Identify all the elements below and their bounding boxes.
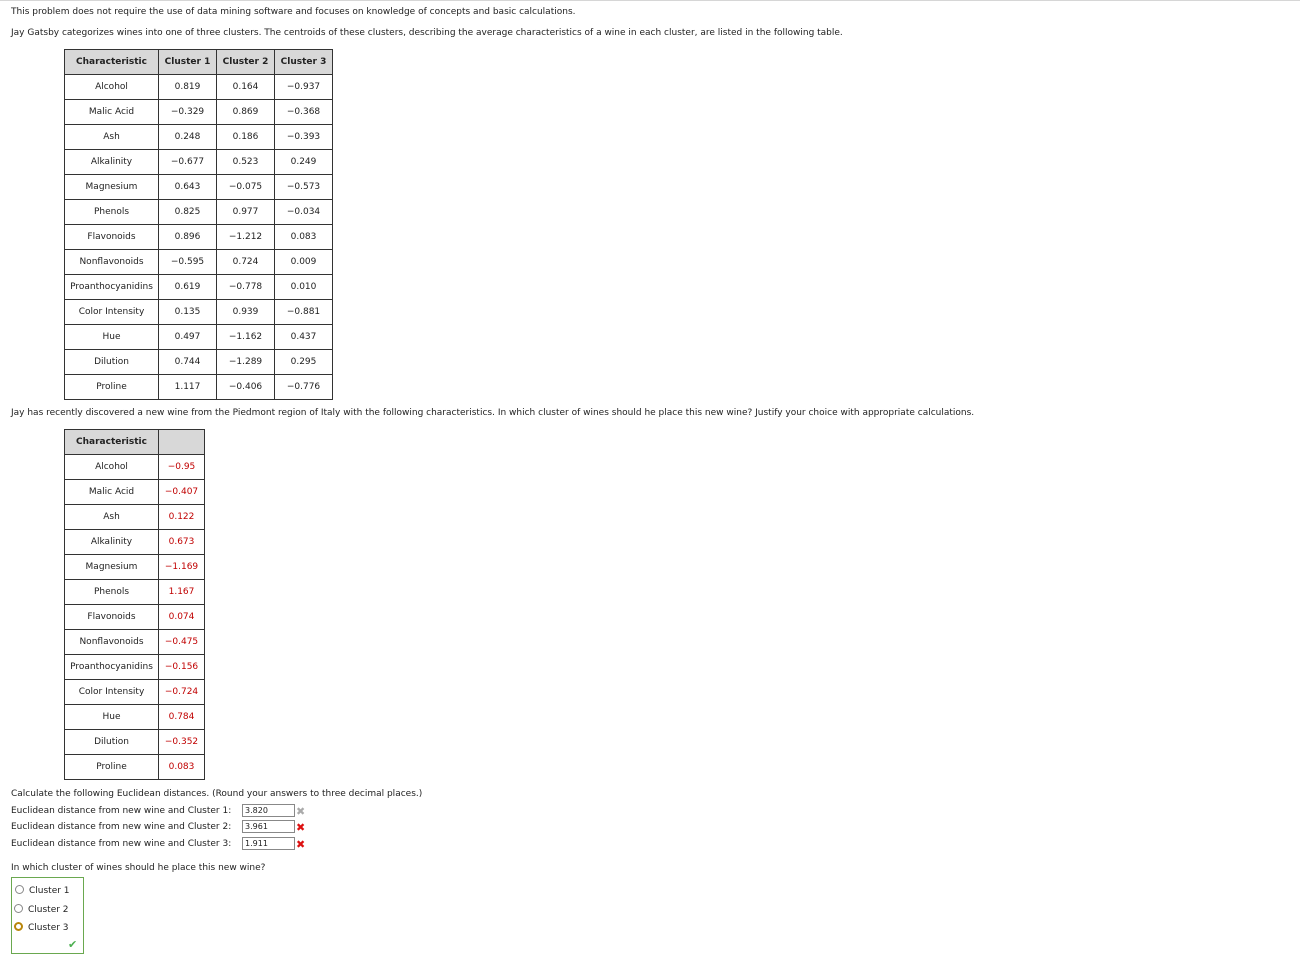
- table-cell: 0.186: [217, 125, 275, 150]
- table-cell: −0.95: [159, 455, 205, 480]
- row-label: Alkalinity: [65, 150, 159, 175]
- option-cluster-1[interactable]: [15, 885, 70, 896]
- table-row: [65, 375, 333, 400]
- row-label: Magnesium: [65, 175, 159, 200]
- table-row: [65, 325, 333, 350]
- table-row: [65, 580, 205, 605]
- table-cell: 0.819: [159, 75, 217, 100]
- table-cell: 0.977: [217, 200, 275, 225]
- table-cell: 0.135: [159, 300, 217, 325]
- cluster-choice-group: [11, 877, 84, 954]
- col-header-characteristic: Characteristic: [65, 50, 159, 75]
- radio-button-selected-icon[interactable]: [14, 922, 23, 931]
- table-cell: 0.010: [275, 275, 333, 300]
- table-row: [65, 350, 333, 375]
- table-cell: 0.249: [275, 150, 333, 175]
- row-label: Proanthocyanidins: [65, 655, 159, 680]
- row-label: Dilution: [65, 730, 159, 755]
- centroid-header-row: [65, 50, 333, 75]
- table-cell: −0.475: [159, 630, 205, 655]
- table-cell: −0.595: [159, 250, 217, 275]
- table-row: [65, 605, 205, 630]
- table-cell: 1.167: [159, 580, 205, 605]
- table-cell: −0.778: [217, 275, 275, 300]
- table-row: [65, 100, 333, 125]
- option-label: Cluster 3: [28, 923, 69, 933]
- radio-button-icon[interactable]: [15, 885, 24, 894]
- table-row: [65, 555, 205, 580]
- table-cell: −0.573: [275, 175, 333, 200]
- table-cell: −0.034: [275, 200, 333, 225]
- col-header-characteristic: Characteristic: [65, 430, 159, 455]
- table-cell: −0.393: [275, 125, 333, 150]
- table-row: [65, 150, 333, 175]
- table-cell: 0.083: [159, 755, 205, 780]
- table-row: [65, 455, 205, 480]
- row-label: Ash: [65, 125, 159, 150]
- centroid-table: [64, 49, 333, 400]
- table-row: [65, 200, 333, 225]
- table-cell: −0.776: [275, 375, 333, 400]
- table-cell: 0.744: [159, 350, 217, 375]
- table-cell: 0.869: [217, 100, 275, 125]
- table-cell: 0.643: [159, 175, 217, 200]
- new-wine-header-row: [65, 430, 205, 455]
- table-cell: 0.825: [159, 200, 217, 225]
- row-label: Proanthocyanidins: [65, 275, 159, 300]
- setup-text: Jay Gatsby categorizes wines into one of three clusters. The centroids of these clusters, describing the average characteristics of a wine in each cluster, are listed in the following table.: [11, 28, 843, 38]
- col-header-cluster-1: Cluster 1: [159, 50, 217, 75]
- table-row: [65, 275, 333, 300]
- table-cell: 0.083: [275, 225, 333, 250]
- table-row: [65, 530, 205, 555]
- option-label: Cluster 2: [28, 905, 69, 915]
- table-cell: 0.437: [275, 325, 333, 350]
- radio-button-icon[interactable]: [14, 904, 23, 913]
- table-cell: 0.164: [217, 75, 275, 100]
- table-row: [65, 655, 205, 680]
- intro-text: This problem does not require the use of data mining software and focuses on knowledge of concepts and basic calculations.: [11, 7, 576, 17]
- row-label: Hue: [65, 705, 159, 730]
- row-label: Alcohol: [65, 75, 159, 100]
- row-label: Dilution: [65, 350, 159, 375]
- row-label: Nonflavonoids: [65, 250, 159, 275]
- table-cell: −0.407: [159, 480, 205, 505]
- table-row: [65, 705, 205, 730]
- table-cell: 0.497: [159, 325, 217, 350]
- distance-label-cluster-2: Euclidean distance from new wine and Cluster 2:: [11, 822, 232, 832]
- distance-input-cluster-1[interactable]: 3.820: [242, 804, 295, 817]
- table-cell: −0.368: [275, 100, 333, 125]
- table-cell: 1.117: [159, 375, 217, 400]
- row-label: Phenols: [65, 580, 159, 605]
- row-label: Color Intensity: [65, 300, 159, 325]
- incorrect-x-icon: ✖: [296, 821, 306, 834]
- row-label: Malic Acid: [65, 480, 159, 505]
- table-cell: −0.156: [159, 655, 205, 680]
- row-label: Nonflavonoids: [65, 630, 159, 655]
- table-cell: −1.289: [217, 350, 275, 375]
- table-row: [65, 630, 205, 655]
- table-row: [65, 75, 333, 100]
- distance-label-cluster-3: Euclidean distance from new wine and Cluster 3:: [11, 839, 232, 849]
- table-cell: 0.784: [159, 705, 205, 730]
- table-cell: −0.075: [217, 175, 275, 200]
- table-cell: 0.619: [159, 275, 217, 300]
- option-cluster-3[interactable]: [14, 922, 69, 933]
- table-cell: 0.896: [159, 225, 217, 250]
- new-wine-table: [64, 429, 205, 780]
- table-cell: −1.162: [217, 325, 275, 350]
- row-label: Proline: [65, 375, 159, 400]
- table-row: [65, 225, 333, 250]
- row-label: Magnesium: [65, 555, 159, 580]
- table-cell: −0.724: [159, 680, 205, 705]
- table-row: [65, 755, 205, 780]
- incorrect-x-icon: ✖: [296, 805, 306, 818]
- option-label: Cluster 1: [29, 886, 70, 896]
- table-cell: 0.939: [217, 300, 275, 325]
- question-text: Jay has recently discovered a new wine from the Piedmont region of Italy with the following characteristics. In which cluster of wines should he place this new wine? Justify your choice with appropriate calculations.: [11, 408, 975, 418]
- table-row: [65, 730, 205, 755]
- col-header-cluster-3: Cluster 3: [275, 50, 333, 75]
- which-cluster-question: In which cluster of wines should he place this new wine?: [11, 863, 266, 873]
- table-cell: 0.724: [217, 250, 275, 275]
- table-cell: −0.329: [159, 100, 217, 125]
- table-row: [65, 250, 333, 275]
- distance-input-cluster-2[interactable]: 3.961: [242, 820, 295, 833]
- row-label: Alcohol: [65, 455, 159, 480]
- col-header-cluster-2: Cluster 2: [217, 50, 275, 75]
- table-cell: −0.352: [159, 730, 205, 755]
- table-cell: 0.295: [275, 350, 333, 375]
- table-row: [65, 505, 205, 530]
- table-cell: −1.212: [217, 225, 275, 250]
- row-label: Hue: [65, 325, 159, 350]
- table-cell: −0.937: [275, 75, 333, 100]
- table-cell: 0.009: [275, 250, 333, 275]
- row-label: Flavonoids: [65, 225, 159, 250]
- table-row: [65, 300, 333, 325]
- incorrect-x-icon: ✖: [296, 838, 306, 851]
- table-row: [65, 175, 333, 200]
- table-cell: 0.523: [217, 150, 275, 175]
- table-cell: −1.169: [159, 555, 205, 580]
- row-label: Flavonoids: [65, 605, 159, 630]
- table-cell: 0.248: [159, 125, 217, 150]
- distance-label-cluster-1: Euclidean distance from new wine and Cluster 1:: [11, 806, 232, 816]
- row-label: Phenols: [65, 200, 159, 225]
- row-label: Proline: [65, 755, 159, 780]
- distance-input-cluster-3[interactable]: 1.911: [242, 837, 295, 850]
- calc-instructions: Calculate the following Euclidean distances. (Round your answers to three decimal places.): [11, 789, 423, 799]
- row-label: Color Intensity: [65, 680, 159, 705]
- row-label: Malic Acid: [65, 100, 159, 125]
- table-cell: 0.673: [159, 530, 205, 555]
- table-row: [65, 125, 333, 150]
- table-cell: −0.677: [159, 150, 217, 175]
- table-cell: −0.406: [217, 375, 275, 400]
- top-divider: [0, 0, 1300, 1]
- row-label: Ash: [65, 505, 159, 530]
- table-row: [65, 480, 205, 505]
- row-label: Alkalinity: [65, 530, 159, 555]
- table-cell: 0.074: [159, 605, 205, 630]
- col-header-value: [159, 430, 205, 455]
- correct-check-icon: ✔: [68, 938, 78, 951]
- option-cluster-2[interactable]: [14, 904, 69, 915]
- table-cell: 0.122: [159, 505, 205, 530]
- table-cell: −0.881: [275, 300, 333, 325]
- table-row: [65, 680, 205, 705]
